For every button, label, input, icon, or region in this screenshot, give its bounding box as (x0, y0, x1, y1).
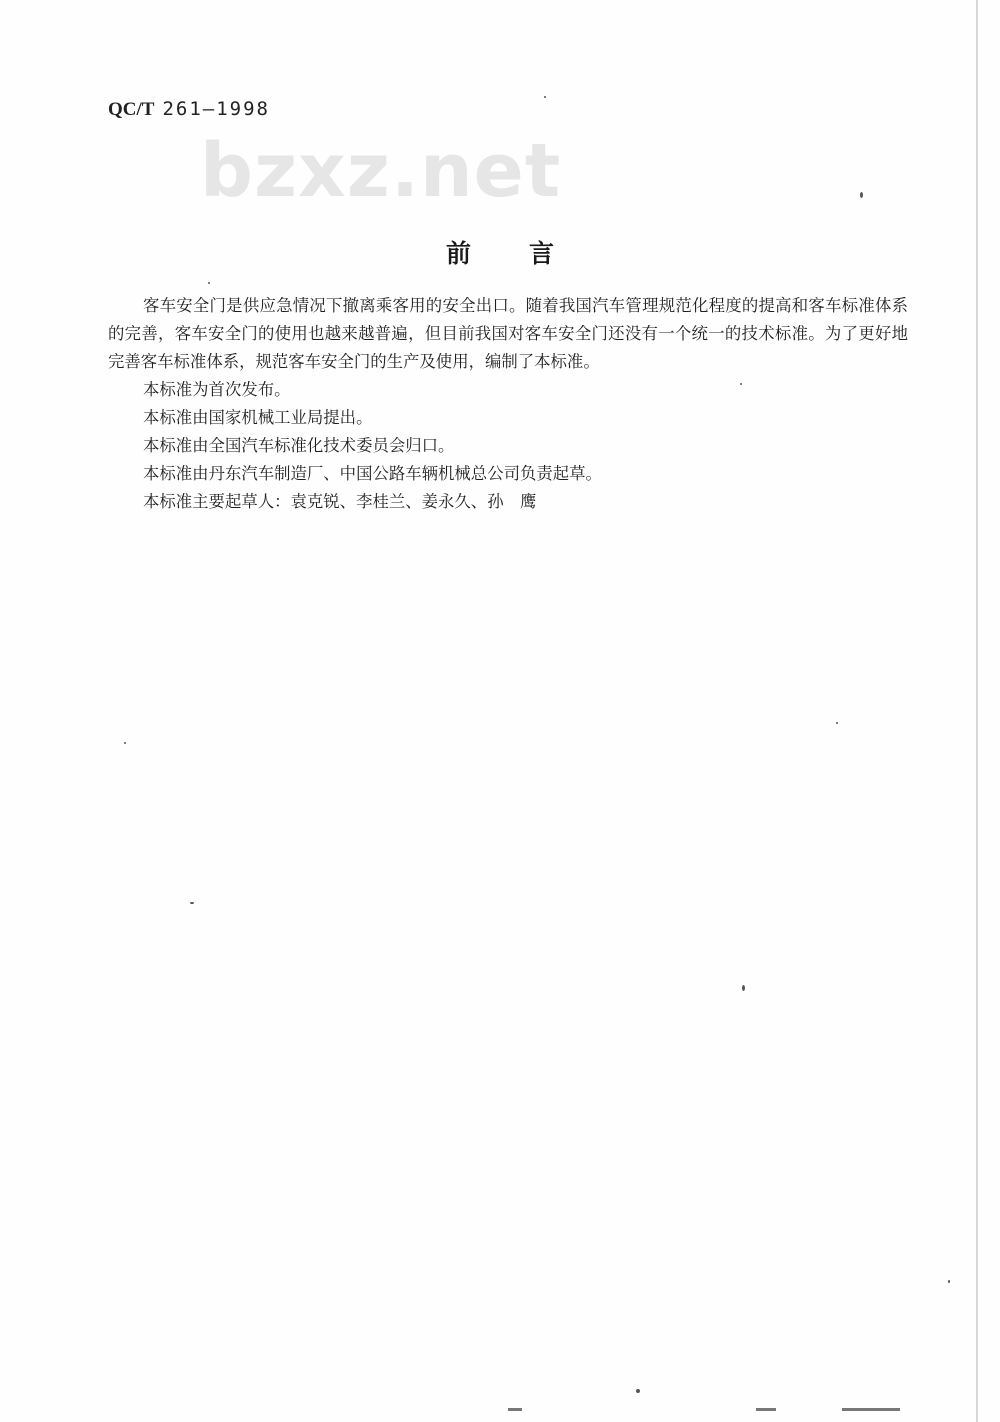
footer-scan-mark (842, 1408, 900, 1411)
scan-speck (836, 722, 838, 724)
paragraph-proposed-by: 本标准由国家机械工业局提出。 (143, 408, 373, 427)
scan-speck (948, 1280, 950, 1283)
standard-code (108, 98, 270, 121)
paragraph-centralized-by: 本标准由全国汽车标准化技术委员会归口。 (143, 436, 455, 455)
paragraph-first-release: 本标准为首次发布。 (143, 380, 291, 399)
scan-speck (124, 742, 126, 744)
foreword-body (108, 292, 908, 516)
footer-scan-mark (756, 1408, 776, 1411)
scan-speck (860, 192, 863, 198)
scan-speck (190, 902, 194, 904)
page-edge-shadow (976, 0, 978, 1422)
scan-speck (742, 985, 745, 991)
paragraph-intro: 客车安全门是供应急情况下撤离乘客用的安全出口。随着我国汽车管理规范化程度的提高和客车标准体系的完善，客车安全门的使用也越来越普遍，但目前我国对客车安全门还没有一个统一的技术标准。为了更好地完善客车标准体系，规范客车安全门的生产及使用，编制了本标准。 (108, 296, 908, 371)
scan-speck (208, 282, 210, 284)
standard-code-prefix: QC/T (108, 99, 155, 120)
standard-code-number: 261—1998 (162, 98, 270, 120)
scan-speck (544, 96, 546, 98)
paragraph-drafters: 本标准主要起草人：袁克锐、李桂兰、姜永久、孙 鹰 (143, 492, 537, 511)
paragraph-drafted-by: 本标准由丹东汽车制造厂、中国公路车辆机械总公司负责起草。 (143, 464, 602, 483)
section-title: 前言 (445, 239, 612, 268)
footer-scan-mark (508, 1408, 522, 1411)
watermark: bzxz.net (200, 128, 562, 214)
scan-speck (636, 1389, 640, 1393)
scan-speck (740, 383, 742, 385)
